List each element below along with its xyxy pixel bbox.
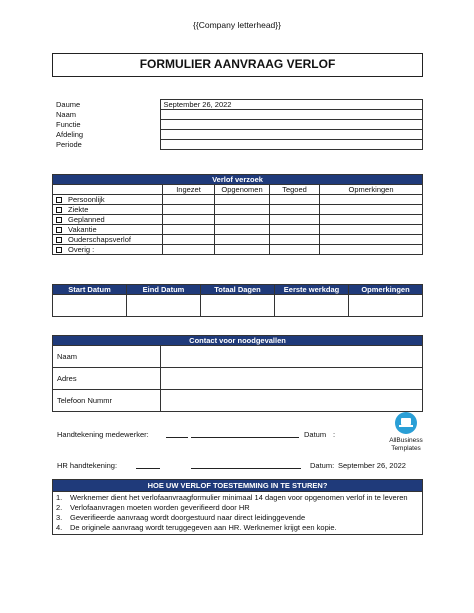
leave-row [53,225,423,235]
laptop-icon [395,412,417,434]
emergency-contact-header: Contact voor noodgevallen [53,336,423,346]
leave-type-label: Vakantie [68,225,97,234]
daume-field[interactable]: September 26, 2022 [160,100,422,110]
col-opgenomen: Opgenomen [215,185,270,195]
checkbox[interactable] [56,207,62,213]
contact-telefoon-label: Telefoon Nummr [53,390,161,412]
employee-signature-row [57,430,149,439]
checkbox[interactable] [56,227,62,233]
leave-row [53,245,423,255]
daume-label: Daume [56,100,81,109]
leave-row [53,205,423,215]
checkbox[interactable] [56,247,62,253]
contact-adres-field[interactable] [161,368,423,390]
afdeling-field[interactable] [160,130,422,140]
leave-type-label: Ouderschapsverlof [68,235,131,244]
contact-adres-label: Adres [53,368,161,390]
leave-row [53,235,423,245]
periode-label: Periode [56,140,82,149]
logo-line2: Templates [391,444,421,452]
leave-row [53,215,423,225]
leave-type-label: Geplanned [68,215,105,224]
opmerkingen-field[interactable] [349,295,423,317]
leave-row [53,195,423,205]
eerste-werkdag-field[interactable] [275,295,349,317]
instructions-table [52,479,423,535]
personal-info-table [52,99,423,150]
col-opmerkingen: Opmerkingen [320,185,423,195]
company-letterhead: {{Company letterhead}} [193,20,281,30]
allbusiness-logo [383,412,429,452]
col-totaal-dagen: Totaal Dagen [201,285,275,295]
employee-signature-line[interactable] [191,430,299,438]
hr-signature-line[interactable] [191,461,301,469]
leave-request-table [52,174,423,255]
col-opmerkingen-dates: Opmerkingen [349,285,423,295]
functie-field[interactable] [160,120,422,130]
leave-type-label: Persoonlijk [68,195,105,204]
naam-label: Naam [56,110,77,119]
instructions-header: HOE UW VERLOF TOESTEMMING IN TE STUREN? [53,480,423,492]
contact-telefoon-field[interactable] [161,390,423,412]
logo-line1: AllBusiness [389,437,423,444]
naam-field[interactable] [160,110,422,120]
start-datum-field[interactable] [53,295,127,317]
functie-label: Functie [56,120,81,129]
hr-signature-line-short[interactable] [136,461,160,469]
col-ingezet: Ingezet [163,185,215,195]
instruction-item: 2. Verlofaanvragen moeten worden geverifieerd door HR [56,503,250,512]
checkbox[interactable] [56,237,62,243]
leave-request-header: Verlof verzoek [53,175,423,185]
instruction-item: 4. De originele aanvraag wordt teruggegeven aan HR. Werknemer krijgt een kopie. [56,523,337,532]
instruction-item: 3. Geverifieerde aanvraag wordt doorgestuurd naar direct leidinggevende [56,513,306,522]
col-tegoed: Tegoed [270,185,320,195]
leave-type-label: Ziekte [68,205,89,214]
form-title: FORMULIER AANVRAAG VERLOF [52,53,423,77]
periode-field[interactable] [160,140,422,150]
instruction-item: 1. Werknemer dient het verlofaanvraagformulier minimaal 14 dagen voor opgenomen verlof in te leveren [56,493,408,502]
col-eind-datum: Eind Datum [127,285,201,295]
afdeling-label: Afdeling [56,130,84,139]
hr-signature-label: HR handtekening: [57,461,118,470]
emergency-contact-table [52,335,423,412]
hr-date-label: Datum: [310,461,335,470]
checkbox[interactable] [56,197,62,203]
employee-signature-label: Handtekening medewerker: [57,430,149,439]
contact-naam-label: Naam [53,346,161,368]
eind-datum-field[interactable] [127,295,201,317]
hr-date-value: September 26, 2022 [338,461,406,470]
col-start-datum: Start Datum [53,285,127,295]
checkbox[interactable] [56,217,62,223]
dates-table [52,284,423,317]
totaal-dagen-field[interactable] [201,295,275,317]
employee-date-separator: : [333,430,336,439]
employee-signature-line-short[interactable] [166,430,188,438]
contact-naam-field[interactable] [161,346,423,368]
col-eerste-werkdag: Eerste werkdag [275,285,349,295]
employee-date-label: Datum [304,430,327,439]
leave-type-label: Overig : [68,245,95,254]
